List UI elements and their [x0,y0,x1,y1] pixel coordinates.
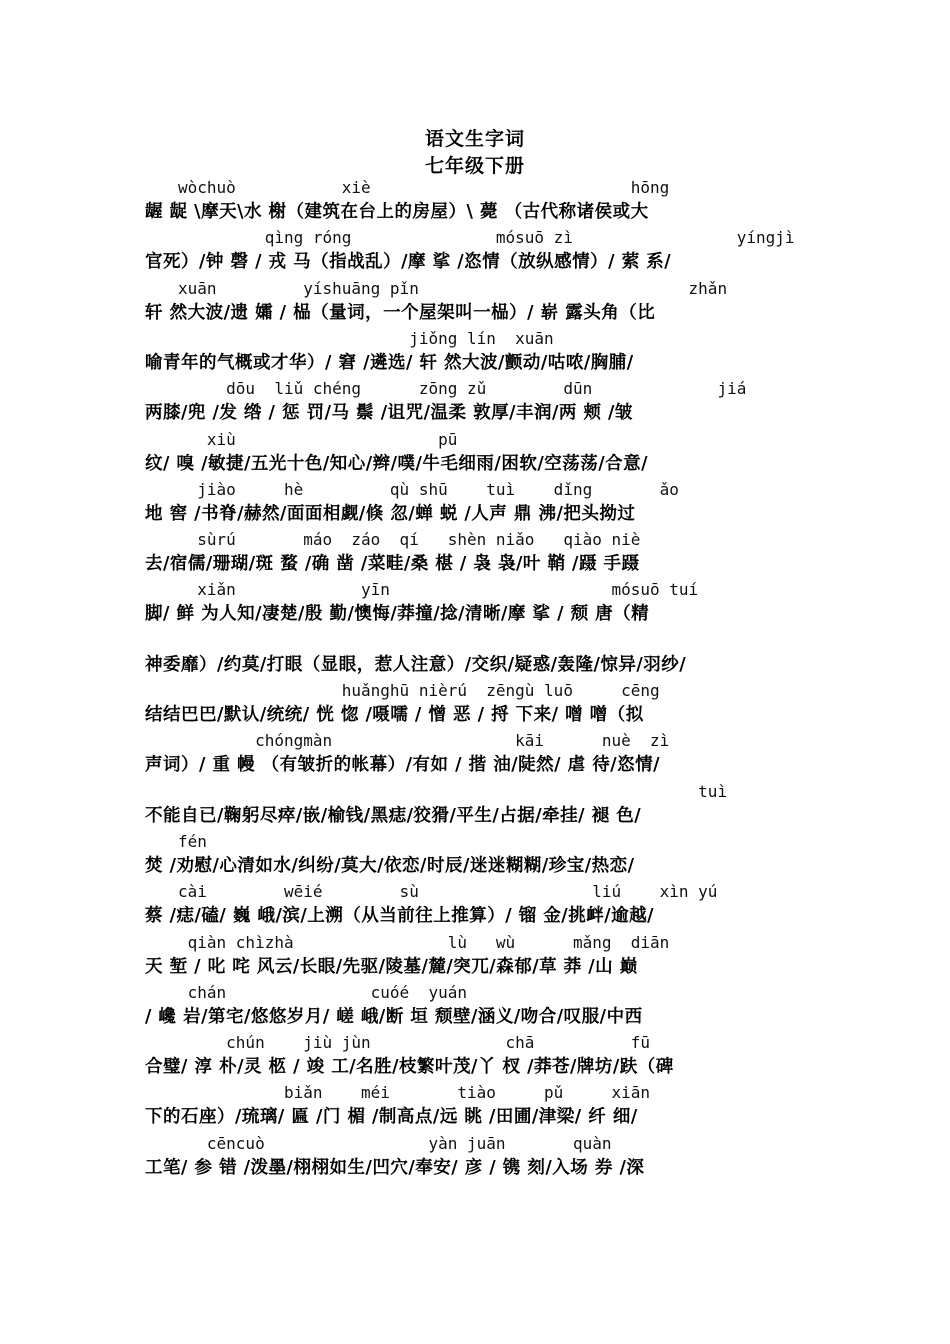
vocabulary-line: 神委靡）/约莫/打眼（显眼，惹人注意）/交织/疑惑/轰隆/惊异/羽纱/ [145,654,687,675]
vocabulary-line: 蔡 /痣/磕/ 巍 峨/滨/上溯（从当前往上推算）/ 镏 金/挑衅/逾越/ [145,906,654,927]
vocabulary-line: 脚/ 鲜 为人知/凄楚/殷 勤/懊悔/莽撞/捻/清晰/摩 挲 / 颓 唐（精 [145,604,650,625]
pinyin-line: fén [178,831,207,851]
pinyin-line: xuān yíshuāng pǐn zhǎn [178,278,728,298]
vocabulary-line: 下的石座）/琉璃/ 匾 /门 楣 /制高点/远 眺 /田圃/津梁/ 纤 细/ [145,1107,638,1128]
vocabulary-line: 官死）/钟 磬 / 戎 马（指战乱）/摩 挲 /恣情（放纵感情）/ 萦 系/ [145,252,672,273]
pinyin-line: xiù pū [178,429,458,449]
pinyin-line: sùrú máo záo qí shèn niǎo qiào niè [178,530,641,550]
vocabulary-line: 天 堑 / 叱 咤 风云/长眼/先驱/陵墓/麓/突兀/森郁/草 莽 /山 巅 [145,956,638,977]
vocabulary-line: 龌 龊 \摩天\水 榭（建筑在台上的房屋）\ 薨 （古代称诸侯或大 [145,202,649,222]
pinyin-line: biǎn méi tiào pǔ xiān [178,1083,651,1103]
pinyin-line: qìng róng mósuō zì yíngjì [178,228,795,248]
pinyin-line: dōu liǔ chéng zōng zǔ dūn jiá [178,379,747,399]
vocabulary-line: 结结巴巴/默认/统统/ 恍 惚 /嗫嚅 / 憎 恶 / 捋 下来/ 噌 噌（拟 [145,705,644,725]
pinyin-line: xiǎn yīn mósuō tuí [178,580,699,600]
pinyin-line: tuì [178,781,728,801]
pinyin-line: jiǒng lín xuān [178,328,554,348]
vocabulary-line: 焚 /劝慰/心清如水/纠纷/莫大/依恋/时辰/迷迷糊糊/珍宝/热恋/ [145,855,635,876]
pinyin-line: huǎnghū nièrú zēngù luō cēng [178,681,660,700]
vocabulary-line: 去/宿儒/珊瑚/斑 蝥 /确 凿 /菜畦/桑 椹 / 袅 袅/叶 鞘 /蹑 手蹑 [145,554,640,575]
vocabulary-line: 轩 然大波/遗 孀 / 榀（量词，一个屋架叫一榀）/ 崭 露头角（比 [145,302,656,323]
pinyin-line: wòchuò xiè hōng [178,178,670,197]
vocabulary-line: 不能自已/鞠躬尽瘁/嵌/榆钱/黑痣/狡猾/平生/占据/牵挂/ 褪 色/ [145,805,642,826]
document-title: 语文生字词 [424,128,525,150]
vocabulary-line: 喻青年的气概或才华）/ 窘 /遴选/ 轩 然大波/颤动/咕哝/胸脯/ [145,352,634,373]
pinyin-line: chán cuóé yuán [178,982,467,1002]
pinyin-line: chóngmàn kāi nuè zì [178,731,670,751]
pinyin-line: cài wēié sù liú xìn yú [178,882,718,902]
document-subtitle: 七年级下册 [424,155,525,177]
vocabulary-line: 纹/ 嗅 /敏捷/五光十色/知心/辫/噗/牛毛细雨/困软/空荡荡/合意/ [145,453,648,474]
vocabulary-line: 两膝/兜 /发 绺 / 惩 罚/马 鬃 /诅咒/温柔 敦厚/丰润/两 颊 /皱 [145,403,633,424]
pinyin-line: cēncuò yàn juān quàn [178,1133,612,1153]
pinyin-line: qiàn chìzhà lù wù mǎng diān [178,932,670,952]
pinyin-line: jiào hè qù shū tuì dǐng ǎo [178,479,679,499]
vocabulary-line: 地 窖 /书脊/赫然/面面相觑/倏 忽/蝉 蜕 /人声 鼎 沸/把头拗过 [145,503,636,524]
vocabulary-line: 声词）/ 重 幔 （有皱折的帐幕）/有如 / 揩 油/陡然/ 虐 待/恣情/ [145,755,660,776]
pinyin-line: chún jiù jùn chā fū [178,1033,651,1053]
vocabulary-line: 合璧/ 淳 朴/灵 柩 / 竣 工/名胜/枝繁叶茂/丫 杈 /莽苍/牌坊/趺（碑 [145,1057,674,1078]
vocabulary-line: / 巉 岩/第宅/悠悠岁月/ 嵯 峨/断 垣 颓壁/涵义/吻合/叹服/中西 [145,1006,643,1027]
vocabulary-line: 工笔/ 参 错 /泼墨/栩栩如生/凹穴/奉安/ 彦 / 镌 刻/入场 券 /深 [145,1157,645,1178]
